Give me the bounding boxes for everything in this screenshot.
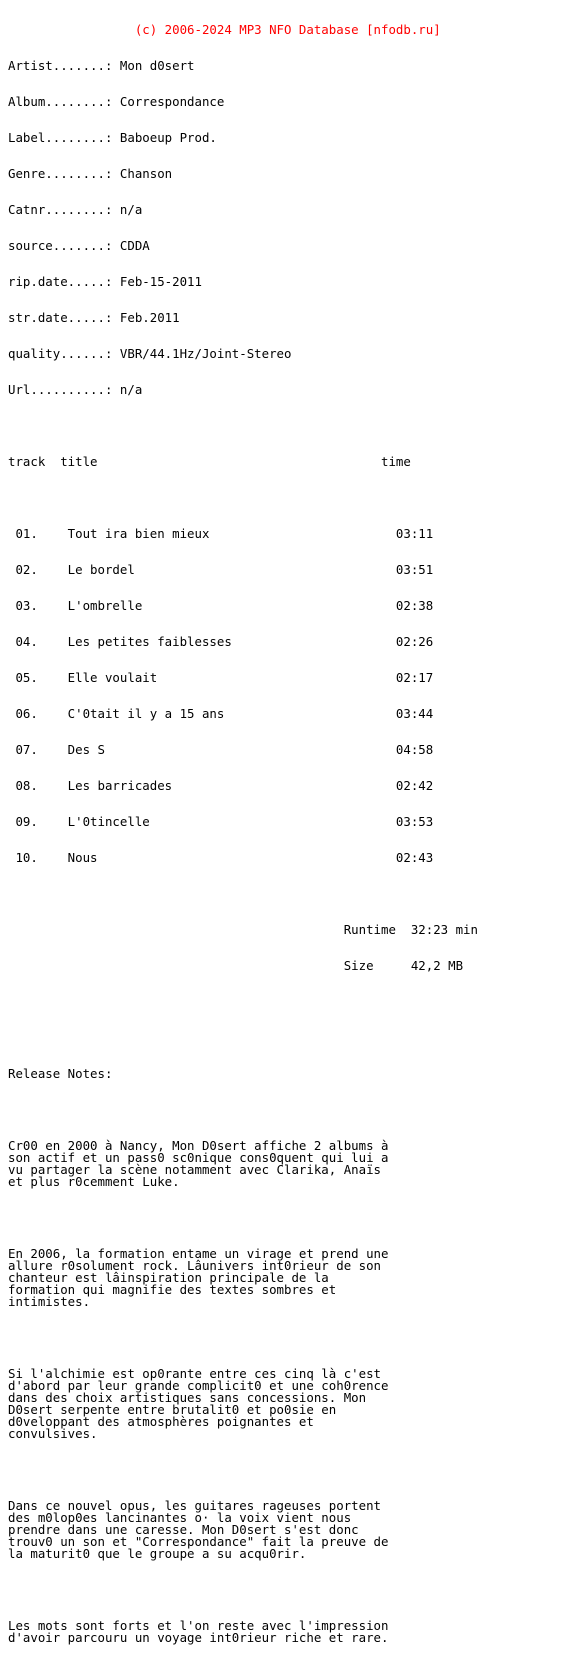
spacer [8,1212,578,1224]
release-notes-paragraph-4: Dans ce nouvel opus, les guitares rageuses portent des m0lop0es lancinantes o· la voix vient nous prendre dans une caresse. Mon D0sert s'est donc trouv0 un son et "Correspondance" fait la preuve de la maturit0 que le groupe a su acqu0rir. [8,1498,389,1561]
size-total: Size 42,2 MB [8,958,464,973]
meta-album: Album........: Correspondance [8,94,225,109]
track-row: 04. Les petites faiblesses 02:26 [8,634,434,649]
meta-quality: quality......: VBR/44.1Hz/Joint-Stereo [8,346,292,361]
track-row: 06. C'0tait il y a 15 ans 03:44 [8,706,434,721]
track-row: 02. Le bordel 03:51 [8,562,434,577]
spacer [8,1104,578,1116]
release-notes-heading: Release Notes: [8,1066,113,1081]
meta-url: Url..........: n/a [8,382,143,397]
meta-genre: Genre........: Chanson [8,166,173,181]
nfo-document [8,0,578,1656]
track-row: 08. Les barricades 02:42 [8,778,434,793]
meta-artist: Artist.......: Mon d0sert [8,58,195,73]
release-notes-paragraph-3: Si l'alchimie est op0rante entre ces cinq là c'est d'abord par leur grande complicit0 et une coh0rence dans des choix artistiques sans concessions. Mon D0sert serpente entre brutalit0 et po0sie en d0veloppant des atmosphères poignantes et convulsives. [8,1366,389,1441]
track-row: 03. L'ombrelle 02:38 [8,598,434,613]
track-row: 09. L'0tincelle 03:53 [8,814,434,829]
release-notes-paragraph-5: Les mots sont forts et l'on reste avec l'impression d'avoir parcouru un voyage int0rieur riche et rare. [8,1618,389,1645]
spacer [8,1332,578,1344]
track-row: 07. Des S 04:58 [8,742,434,757]
spacer [8,420,578,432]
meta-catnr: Catnr........: n/a [8,202,143,217]
track-row: 10. Nous 02:43 [8,850,434,865]
spacer [8,492,578,504]
meta-label: Label........: Baboeup Prod. [8,130,217,145]
nfodb-banner[interactable]: (c) 2006-2024 MP3 NFO Database [nfodb.ru] [8,22,441,37]
spacer [8,1032,578,1044]
spacer [8,1464,578,1476]
track-row: 05. Elle voulait 02:17 [8,670,434,685]
tracklist-header: track title time [8,454,411,469]
spacer [8,996,578,1008]
release-notes-paragraph-2: En 2006, la formation entame un virage et prend une allure r0solument rock. Lâunivers int0rieur de son chanteur est lâinspiration principale de la formation qui magnifie des textes sombres et intimistes. [8,1246,389,1309]
meta-source: source.......: CDDA [8,238,150,253]
track-row: 01. Tout ira bien mieux 03:11 [8,526,434,541]
meta-rip-date: rip.date.....: Feb-15-2011 [8,274,202,289]
release-notes-paragraph-1: Cr00 en 2000 à Nancy, Mon D0sert affiche 2 albums à son actif et un pass0 sc0nique cons0quent qui lui a vu partager la scène notamment avec Clarika, Anaïs et plus r0cemment Luke. [8,1138,389,1189]
spacer [8,888,578,900]
meta-str-date: str.date.....: Feb.2011 [8,310,180,325]
runtime-total: Runtime 32:23 min [8,922,478,937]
spacer [8,1584,578,1596]
